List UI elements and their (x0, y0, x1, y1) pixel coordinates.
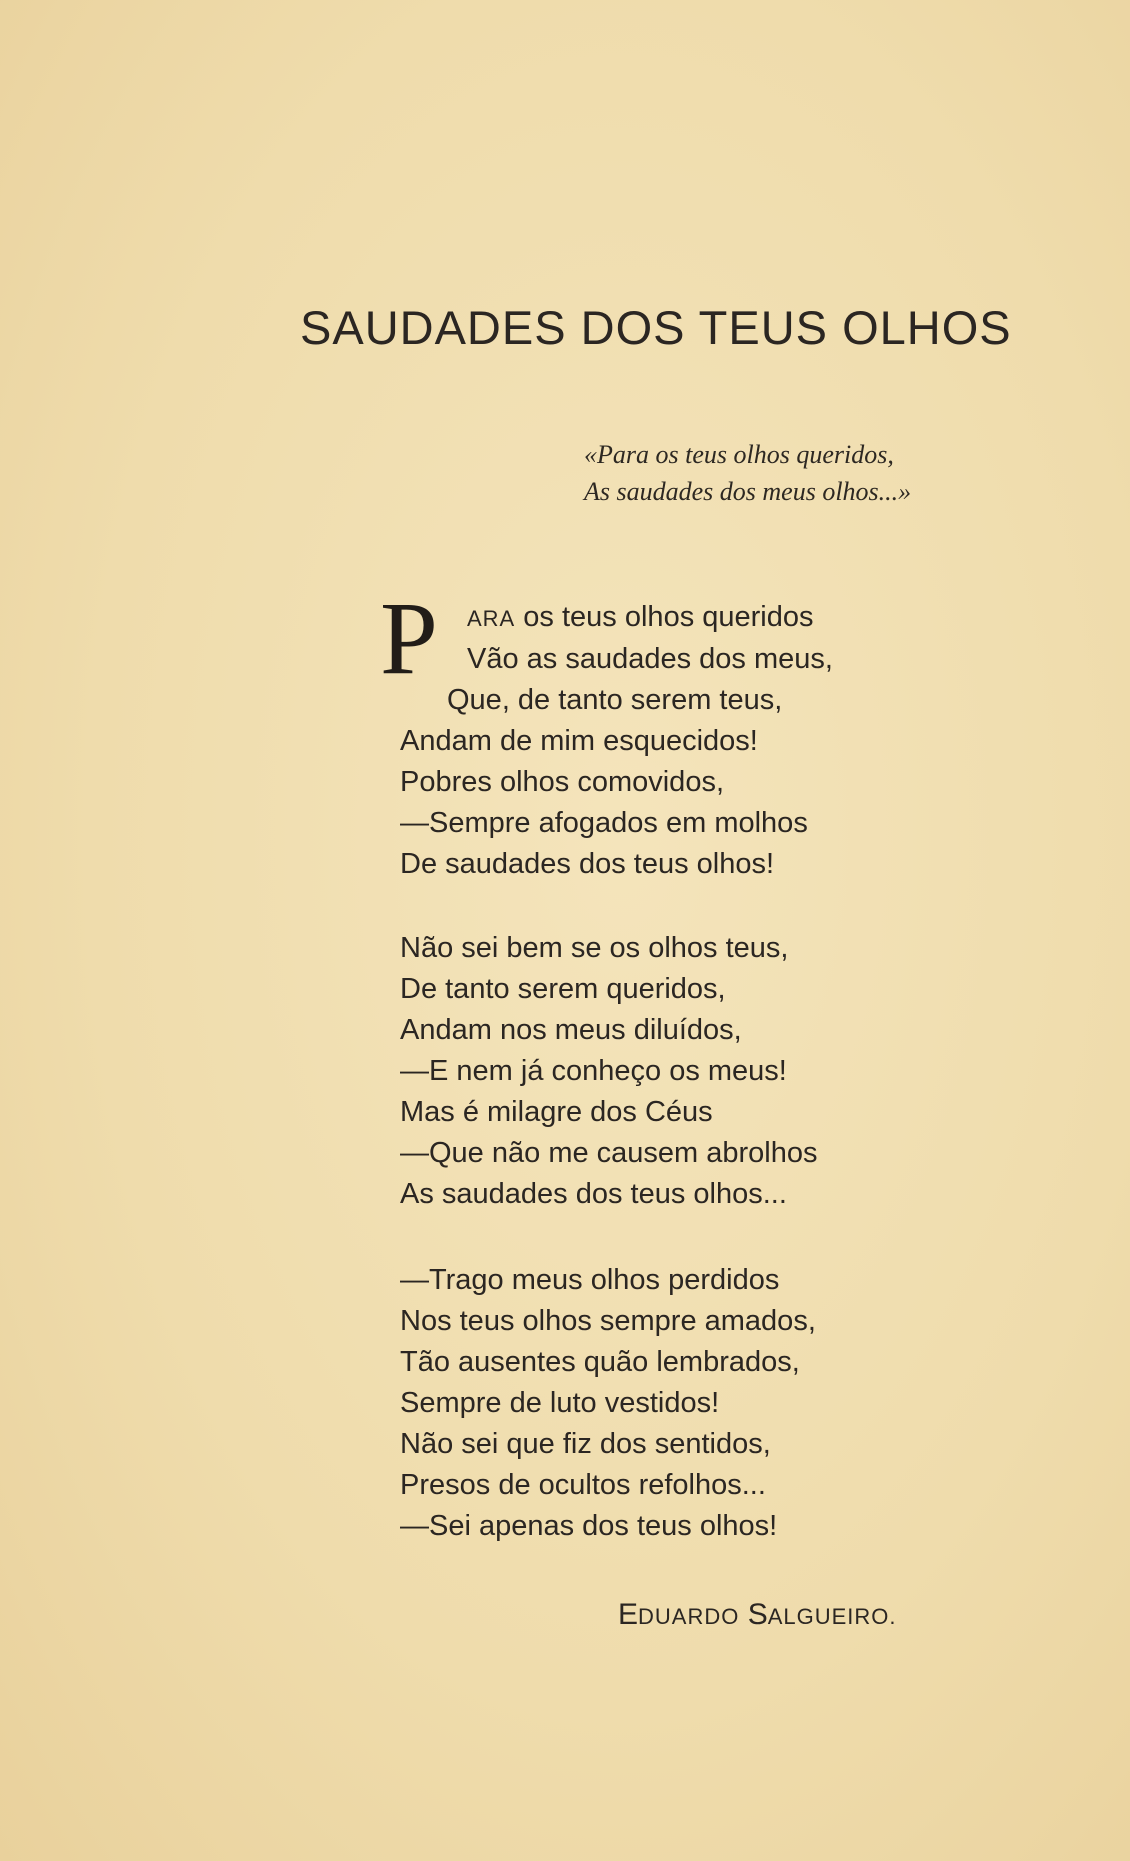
verse-line: Não sei bem se os olhos teus, (400, 932, 789, 964)
stanza-1 (380, 581, 920, 885)
verse-line: Pobres olhos comovidos, (400, 766, 724, 798)
verse-line: Presos de ocultos refolhos... (400, 1469, 766, 1501)
verse-line: Sempre de luto vestidos! (400, 1387, 720, 1419)
verse-line: Nos teus olhos sempre amados, (400, 1305, 816, 1337)
verse-line: Tão ausentes quão lembrados, (400, 1346, 800, 1378)
verse-text: os teus olhos queridos (515, 601, 814, 633)
author-small-caps: ALGUEIRO. (767, 1604, 897, 1629)
verse-line: —Sei apenas dos teus olhos! (400, 1510, 778, 1542)
author-initial: S (747, 1598, 768, 1631)
verse-line: Vão as saudades dos meus, (467, 643, 833, 675)
verse-line: —Trago meus olhos perdidos (400, 1264, 780, 1296)
verse-line: —Sempre afogados em molhos (400, 807, 808, 839)
verse-line: Que, de tanto serem teus, (447, 684, 783, 716)
verse-line: Não sei que fiz dos sentidos, (400, 1428, 771, 1460)
stanza-3 (400, 1260, 920, 1547)
author-small-caps: DUARDO (638, 1604, 740, 1629)
verse-line: As saudades dos teus olhos... (400, 1178, 787, 1210)
verse-line: —E nem já conheço os meus! (400, 1055, 787, 1087)
verse-line: —Que não me causem abrolhos (400, 1137, 818, 1169)
epigraph-line: «Para os teus olhos queridos, (584, 440, 894, 469)
verse-line (400, 597, 920, 639)
epigraph (584, 436, 1024, 510)
epigraph-line: As saudades dos meus olhos...» (584, 477, 912, 506)
author-signature (618, 1598, 897, 1632)
verse-line: De tanto serem queridos, (400, 973, 726, 1005)
stanza-2 (400, 928, 920, 1215)
verse-line: Mas é milagre dos Céus (400, 1096, 713, 1128)
verse-line: De saudades dos teus olhos! (400, 848, 775, 880)
verse-line: Andam de mim esquecidos! (400, 725, 758, 757)
verse-line: Andam nos meus diluídos, (400, 1014, 742, 1046)
author-initial: E (618, 1598, 639, 1631)
verse-small-caps: ARA (467, 606, 516, 631)
poem-title: SAUDADES DOS TEUS OLHOS (300, 301, 1012, 354)
drop-cap: P (380, 581, 438, 696)
